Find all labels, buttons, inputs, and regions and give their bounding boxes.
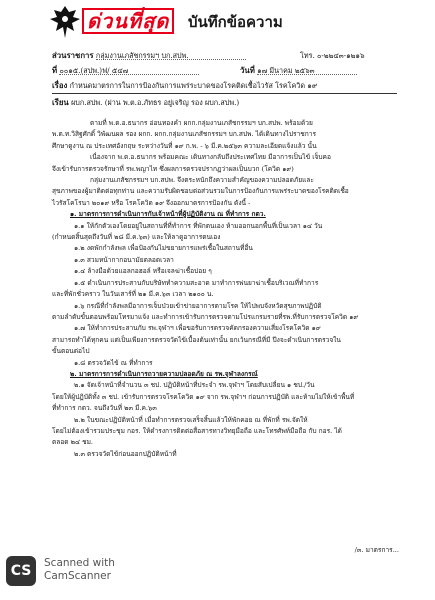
subject-label: เรื่อง xyxy=(52,81,68,90)
list-item: ๒.๑ จัดเจ้าหน้าที่จำนวน ๓ ชป. ปฏิบัติหน้าที่ประจำ รพ.จุฬาฯ โดยสับเปลี่ยน ๑ ชป./วัน xyxy=(74,381,315,390)
subject-row xyxy=(52,82,317,90)
ref-label: ที่ xyxy=(52,66,58,75)
agency-row xyxy=(52,52,246,60)
list-item: ๑.๘ ตรวจวัดไข้ ณ ที่ทำการ xyxy=(74,358,153,367)
section-heading: ๒. มาตรการการดำเนินการถวายความปลอดภัย ณ รพ.จุฬาลงกรณ์ xyxy=(70,369,258,378)
urgent-stamp: ด่วนที่สุด xyxy=(82,8,174,34)
memo-title: บันทึกข้อความ xyxy=(188,13,283,31)
list-item: ตามลำดับขั้นตอนพร้อมโทรมาแจ้ง และทำการเข้ารับการตรวจตามโปรแกรมรายที่รพ.ที่รับการตรวจโควิด ๑๙ xyxy=(52,312,359,321)
list-item: ๒.๒ ในขณะปฏิบัติหน้าที่ เมื่อทำการตรวจเสร็จสิ้นแล้วให้พักคอย ณ ที่พักที่ รพ.จัดให้ xyxy=(74,415,308,424)
to-value: ผบก.สปพ. (ผ่าน พ.ต.อ.ภัทธร อยู่เจริญ รอง ผบก.สปพ.) xyxy=(71,98,240,107)
memo-body xyxy=(52,118,397,460)
date-value: ๑๗ มีนาคม ๒๕๖๓ xyxy=(257,67,357,75)
phone-value: โทร. ๐-๒๒๔๓-๑๒๑๖ xyxy=(300,51,365,60)
list-item: ๑.๓ สวมหน้ากากอนามัยตลอดเวลา xyxy=(74,255,174,264)
body-line: ไวรัสโคโรนา ๒๐๑๙ หรือ โรคโควิด ๑๙ จึงออกมาตรการป้องกัน ดังนี้ - xyxy=(52,198,251,207)
list-item: โดยให้ผู้ปฏิบัติทั้ง ๓ ชป. เข้ารับการตรวจโรคโควิด ๑๙ จาก รพ.จุฬาฯ ก่อนการปฏิบัติ และห้ามไม่ให้เข้าพื้นที่ xyxy=(52,392,355,401)
list-item: ๑.๑ ให้กักตัวเองโดยอยู่ในสถานที่ที่ทำการ ที่พักตนเอง ห้ามออกนอกพื้นที่เป็นเวลา ๑๔ วัน xyxy=(74,221,323,230)
list-item: โดยไม่ต้องเข้ารวมประชุม กอร. ให้ดำรงการติดต่อสื่อสารทางวิทยุมือถือ และโทรศัพท์มือถือ กับ กอร. ได้ xyxy=(52,426,342,435)
continue-note: /๓. มาตรการ... xyxy=(354,546,399,554)
body-line: พ.ต.ท.วิสิฐศักดิ์ วิพัฒนผล รอง ผกก. ผกก.กลุ่มงานเภสัชกรรมฯ บก.สปพ. ได้เดินทางไปราชการ xyxy=(52,130,317,139)
list-item: ตลอด ๒๔ ชม. xyxy=(52,438,94,447)
header-divider xyxy=(52,93,397,94)
camscanner-watermark xyxy=(44,557,115,583)
date-row xyxy=(240,67,357,75)
list-item: ๒.๓ ตรวจวัดไข้ก่อนออกปฏิบัติหน้าที่ xyxy=(74,449,177,458)
body-line: สุขภาพของผู้มาติดต่อทุกท่าน และความรับผิดชอบต่อส่วนรวมในการป้องกันการแพร่ระบาดของโรคติดเชื้อ xyxy=(52,187,349,196)
body-line: เนื่องจาก พ.ต.อ.ธนากร พร้อมคณะ เดินทางกลับถึงประเทศไทย มีอาการเป็นไข้ เจ็บคอ xyxy=(90,153,331,162)
section-heading: ๑. มาตรการการดำเนินการกับเจ้าหน้าที่ผู้ปฏิบัติงาน ณ ที่ทำการ กตว. xyxy=(70,210,266,219)
list-item: ขั้นตอนต่อไป xyxy=(52,347,90,356)
date-label: วันที่ xyxy=(240,66,255,75)
list-item: ๑.๕ ดำเนินการประสานกับบริษัททำความสะอาด มาทำการพ่นยาฆ่าเชื้อบริเวณที่ทำการ xyxy=(74,278,319,287)
agency-value: กลุ่มงานเภสัชกรรมฯ บก.สปพ. xyxy=(96,52,246,60)
body-line: ตามที่ พ.ต.อ.ธนากร อ่อนทองคำ ผกก.กลุ่มงานเภสัชกรรมฯ บก.สปพ. พร้อมด้วย xyxy=(90,119,313,127)
list-item: (กำหนดสิ้นสุดถึงวันที่ ๒๘ มี.ค.๖๓) และให้ลาดูอาการตนเอง xyxy=(52,233,221,242)
subject-value: กำหนดมาตรการในการป้องกันการแพร่ระบาดของโรคติดเชื้อไวรัส โรคโควิด ๑๙ xyxy=(69,81,318,90)
body-line: ศึกษาดูงาน ณ ประเทศอังกฤษ ระหว่างวันที่ ๑๙ ก.พ. - ๖ มี.ค.๒๕๖๓ ความละเอียดแจ้งแล้ว นั้น xyxy=(52,141,317,150)
ref-row xyxy=(52,67,199,75)
to-label: เรียน xyxy=(52,98,69,107)
list-item: ๑.๗ ให้ทำการประสานกับ รพ.จุฬาฯ เพื่อขอรับการตรวจคัดกรองความเสี่ยงโรคโควิด ๑๙ xyxy=(74,324,321,333)
list-item: ๑.๒ งดพักกำลังพล เพื่อป้องกันไม่ขยายการแพร่เชื้อในสถานที่อื่น xyxy=(74,244,253,253)
watermark-line: CamScanner xyxy=(44,570,111,582)
list-item: ๑.๔ ล้างมือด้วยแอลกอฮอล์ หรือเจลฆ่าเชื้อบ่อย ๆ xyxy=(74,267,212,276)
garuda-emblem-icon xyxy=(48,4,82,40)
list-item: และที่พักชั่วคราว ในวันเสาร์ที่ ๒๑ มี.ค.๖๓ เวลา ๒๑๐๐ น. xyxy=(52,290,214,299)
body-line: กลุ่มงานเภสัชกรรมฯ บก.สปพ. จึงตระหนักถึงความสำคัญของความปลอดภัยและ xyxy=(90,176,314,185)
list-item: สามารถทำได้ทุกคน แต่เป็นเพียงการตรวจวัดไข้เบื้องต้นเท่านั้น ยกเว้นกรณีที่มี ปีงจะดำเนินการตรวจใน xyxy=(52,335,341,344)
list-item: ที่ทำการ กตว. จนถึงวันที่ ๒๓ มี.ค.๖๓ xyxy=(52,404,157,413)
to-row xyxy=(52,99,239,107)
list-item: ๑.๖ กรณีที่กำลังพลมีอาการเจ็บป่วยเข้าข่ายอาการตามโรค ให้ไปพบจังหวัดสุขภาพปฏิบัติ xyxy=(74,301,322,310)
watermark-line: Scanned with xyxy=(44,557,115,569)
ref-value: ๐๐๑๕.(สปพ.)ฟ/ ๕๔๗ xyxy=(59,67,199,75)
camscanner-logo-icon: CS xyxy=(6,556,36,586)
body-line: จึงเข้ารับการตรวจรักษาที่ รพ.พญาไท ซึ่งผลการตรวจปรากฏว่าผลเป็นบวก (โควิด ๑๙) xyxy=(52,164,294,173)
agency-label: ส่วนราชการ xyxy=(52,51,94,60)
